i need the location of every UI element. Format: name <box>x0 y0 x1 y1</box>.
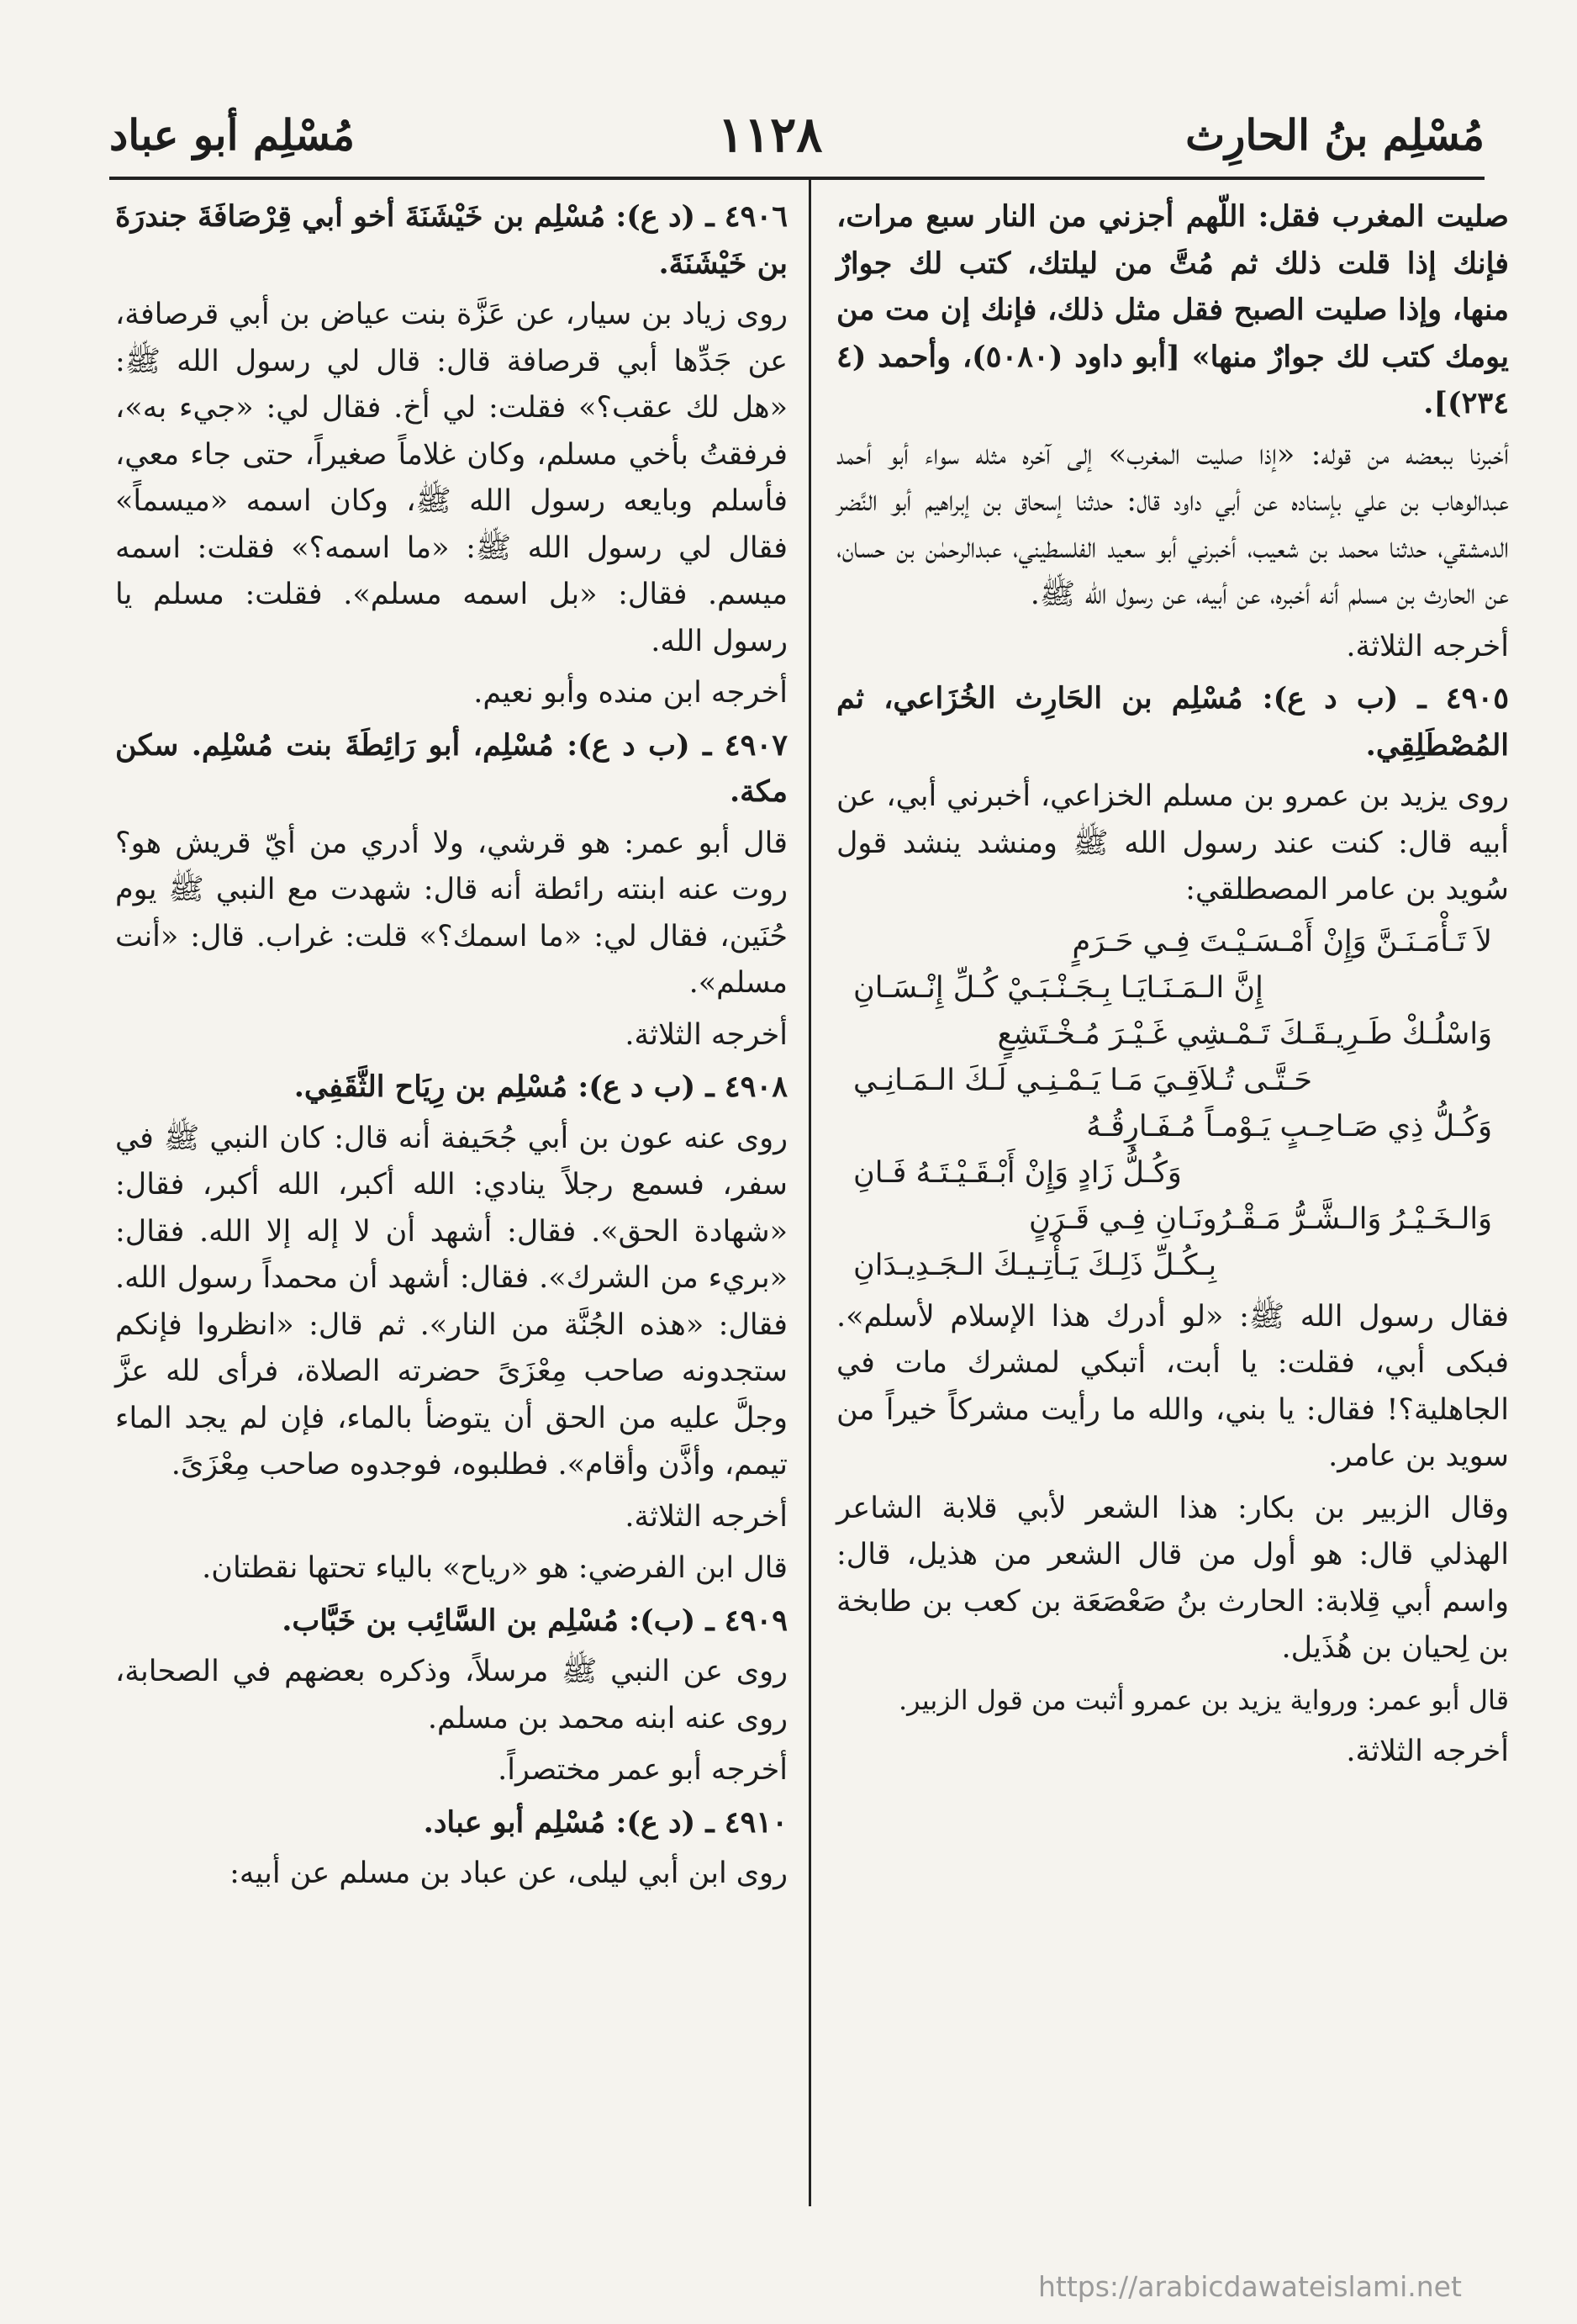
paragraph: قال أبو عمر: ورواية يزيد بن عمرو أثبت من قول الزبير. <box>898 1683 1509 1716</box>
poem-hemistich: وَكُـلُّ ذِي صَـاحِـبٍ يَـوْمـاً مُـفَـارِقُـهُ <box>1086 1109 1492 1144</box>
paragraph: صليت المغرب فقل: اللّهم أجزني من النار سبع مرات، فإنك إذا قلت ذلك ثم مُتَّ من ليلتك، كتب لك جوارٌ منها، وإذا صليت الصبح فقل مثل ذلك، فإنك إن مت من يومك كتب لك جوارٌ منها» [أبو داود (٥٠٨٠)، وأحمد (٤ ٢٣٤)]. <box>836 199 1509 420</box>
paragraph: قال ابن الفرضي: هو «رياح» بالياء تحتها نقطتان. <box>202 1551 788 1585</box>
poem-hemistich: وَاسْلُـكْ طَـرِيـقَـكَ تَـمْـشِي غَـيْـرَ مُـخْـتَشِعٍ <box>997 1017 1492 1051</box>
paragraph: روى عنه عون بن أبي جُحَيفة أنه قال: كان النبي ﷺ في سفر، فسمع رجلاً ينادي: الله أكبر، الله أكبر، فقال: «شهادة الحق». فقال: أشهد أن لا إله إلا الله. فقال: «بريء من الشرك». فقال: أشهد أن محمداً رسول الله. فقال: «هذه الجُنَّة من النار». ثم قال: «انظروا فإنكم ستجدونه صاحب مِعْزَىً حضرته الصلاة، فرأى لله عزَّ وجلَّ عليه من الحق أن يتوضأ بالماء، فإن لم يجد الماء تيمم، وأذَّن وأقام». فطلبوه، فوجدوه صاحب مِعْزَىً. <box>115 1121 788 1482</box>
running-title-right: مُسْلِم بنُ الحارِث <box>1185 109 1485 160</box>
entry-heading: ٤٩٠٧ ـ (ب د ع): مُسْلِم، أبو رَائِطَةَ بنت مُسْلِم. سكن مكة. <box>115 727 788 809</box>
entry-heading: ٤٩٠٥ ـ (ب د ع): مُسْلِم بن الحَارِث الخُزَاعي، ثم المُصْطَلِقِي. <box>836 681 1509 763</box>
header-rule <box>109 177 1485 180</box>
paragraph: روى يزيد بن عمرو بن مسلم الخزاعي، أخبرني أبي، عن أبيه قال: كنت عند رسول الله ﷺ ومنشد ينشد قول سُويد بن عامر المصطلقي: <box>836 779 1509 906</box>
running-title-left: مُسْلِم أبو عباد <box>109 109 356 160</box>
paragraph: أخبرنا ببعضه من قوله: «إذا صليت المغرب» إلى آخره مثله سواء أبو أحمد عبدالوهاب بن علي بإسناده عن أبي داود قال: حدثنا إسحاق بن إبراهيم أبو النَّضر الدمشقي، حدثنا محمد بن شعيب، أخبرني أبو سعيد الفلسطيني، عبدالرحمٰن بن حسان، عن الحارث بن مسلم أنه أخبره، عن أبيه، عن رسول الله ﷺ. <box>836 437 1509 611</box>
paragraph: أخرجه الثلاثة. <box>625 1499 788 1534</box>
paragraph: قال أبو عمر: هو قرشي، ولا أدري من أيّ قريش هو؟ روت عنه ابنته رائطة أنه قال: شهدت مع النبي ﷺ يوم حُنَين، فقال لي: «ما اسمك؟» قلت: غراب. قال: «أنت مسلم». <box>115 826 788 1000</box>
entry-heading: ٤٩٠٩ ـ (ب): مُسْلِم بن السَّائِب بن خَبَّاب. <box>282 1603 788 1638</box>
poem-hemistich: حَـتَّـى تُـلاَقِـيَ مَـا يَـمْـنِـي لَـكَ الـمَـانِـي <box>853 1063 1313 1097</box>
right-column <box>836 193 1509 1781</box>
paragraph: وقال الزبير بن بكار: هذا الشعر لأبي قلابة الشاعر الهذلي قال: هو أول من قال الشعر من هذيل، قال: واسم أبي قِلابة: الحارث بنُ صَعْصَعَة بن كعب بن طابخة بن لِحيان بن هُذَيل. <box>836 1491 1509 1665</box>
entry-heading: ٤٩٠٨ ـ (ب د ع): مُسْلِم بن رِيَاح الثَّقَفِي. <box>293 1070 788 1104</box>
poem-hemistich: لاَ تَـأْمَـنَـنَّ وَإِنْ أَمْـسَـيْـتَ فِـي حَـرَمٍ <box>1072 924 1492 959</box>
page-number: ١١٢٨ <box>717 106 823 163</box>
poem-hemistich: وَكُـلُّ زَادٍ وَإِنْ أَبْـقَـيْـتَـهُ فَـانِ <box>853 1155 1182 1190</box>
paragraph: روى عن النبي ﷺ مرسلاً، وذكره بعضهم في الصحابة، روى عنه ابنه محمد بن مسلم. <box>115 1655 788 1735</box>
watermark-url: https://arabicdawateislami.net <box>1038 2270 1462 2303</box>
column-divider <box>809 180 811 2206</box>
poem-hemistich: بِـكُـلِّ ذَلِـكَ يَـأْتِـيـكَ الـجَـدِيـدَانِ <box>853 1248 1217 1282</box>
entry-heading: ٤٩١٠ ـ (د ع): مُسْلِم أبو عباد. <box>423 1804 788 1840</box>
paragraph: أخرجه الثلاثة. <box>1346 1735 1509 1768</box>
paragraph: أخرجه الثلاثة. <box>625 1017 788 1052</box>
entry-heading: ٤٩٠٦ ـ (د ع): مُسْلِم بن خَيْشَنَةَ أخو أبي قِرْصَافَةَ جندرَةَ بن خَيْشَنَةَ. <box>115 199 788 281</box>
poem-hemistich: وَالـخَـيْـرُ وَالـشَّـرُّ مَـقْـرُونَـانِ فِـي قَـرَنٍ <box>1028 1202 1492 1236</box>
page-header <box>109 101 1485 168</box>
paragraph: روى ابن أبي ليلى، عن عباد بن مسلم عن أبيه: <box>229 1857 788 1890</box>
poem-hemistich: إِنَّ الـمَـنَـايَـا بِـجَـنْـبَـيْ كُـلِّ إِنْـسَـانِ <box>853 970 1263 1005</box>
paragraph: فقال رسول الله ﷺ: «لو أدرك هذا الإسلام لأسلم». فبكى أبي، فقلت: يا أبت، أتبكي لمشرك مات في الجاهلية؟! فقال: يا بني، والله ما رأيت مشركاً خيراً من سويد بن عامر. <box>836 1299 1509 1473</box>
paragraph: روى زياد بن سيار، عن عَزَّة بنت عياض بن أبي قرصافة، عن جَدِّها أبي قرصافة قال: قال لي رسول الله ﷺ: «هل لك عقب؟» فقلت: لي أخ. فقال لي: «جيء به»، فرفقتُ بأخي مسلم، وكان غلاماً صغيراً، حتى جاء معي، فأسلم وبايعه رسول الله ﷺ، وكان اسمه «ميسماً» فقال لي رسول الله ﷺ: «ما اسمه؟» فقلت: اسمه ميسم. فقال: «بل اسمه مسلم». فقلت: مسلم يا رسول الله. <box>115 298 788 658</box>
paragraph: أخرجه أبو عمر مختصراً. <box>498 1753 788 1787</box>
poem <box>836 919 1509 1289</box>
paragraph: أخرجه الثلاثة. <box>1346 629 1509 663</box>
paragraph: أخرجه ابن منده وأبو نعيم. <box>473 676 788 710</box>
left-column <box>115 193 788 1903</box>
